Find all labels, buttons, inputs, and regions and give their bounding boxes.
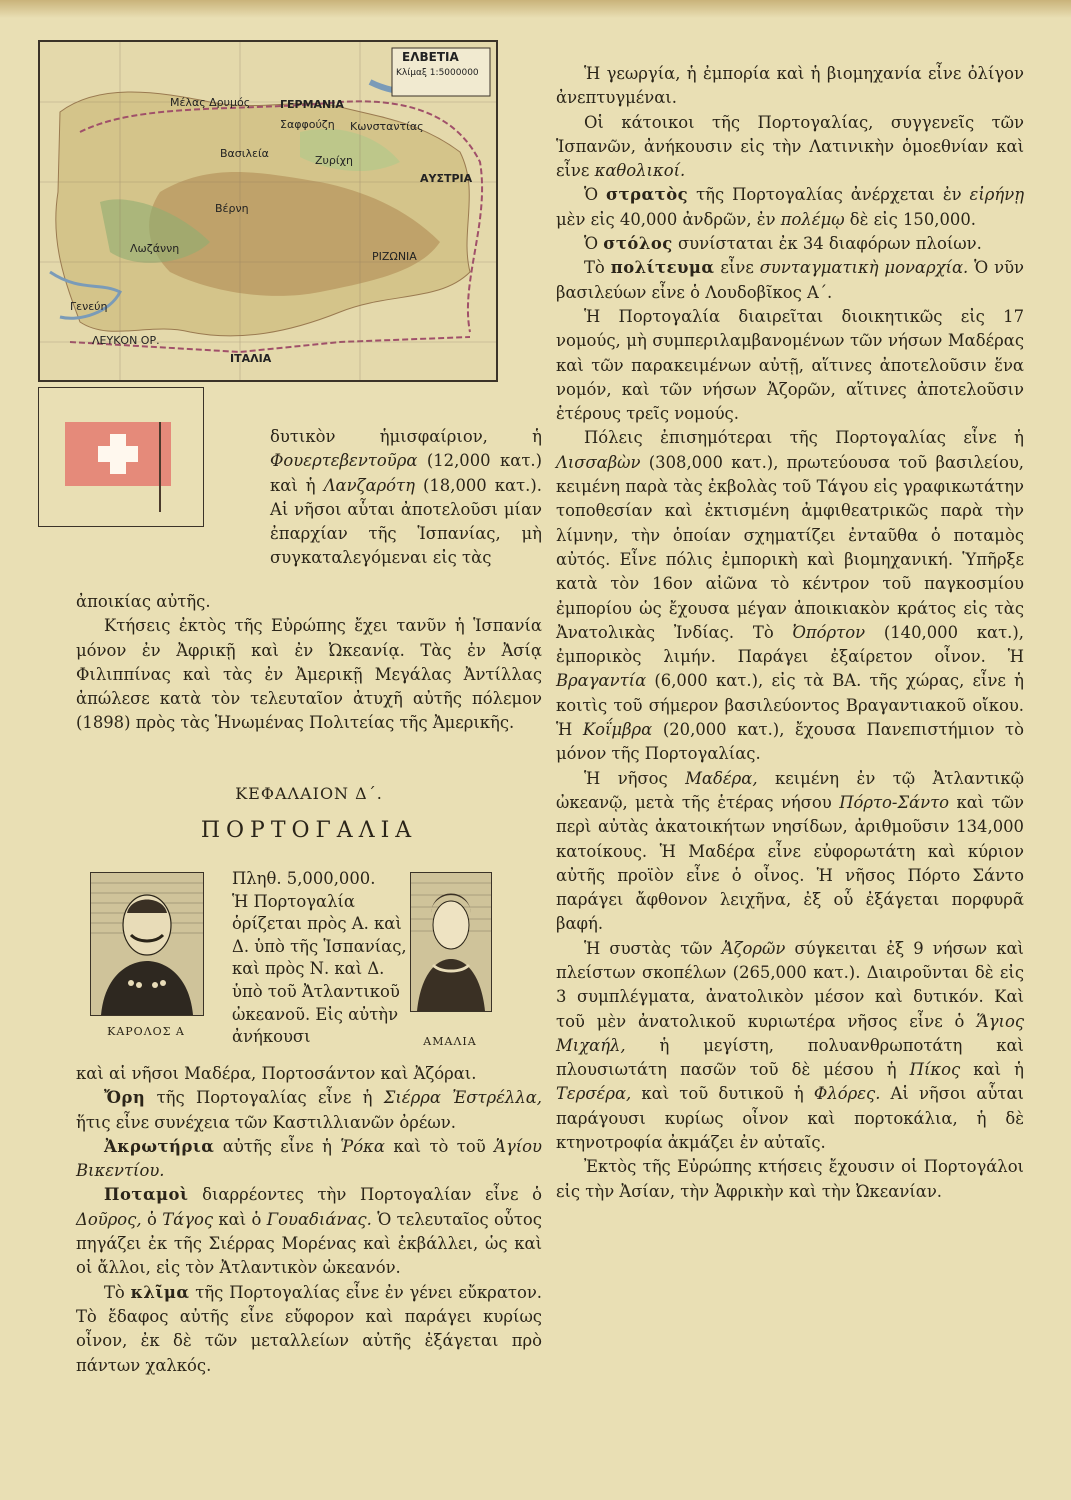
borders-text: Ἡ Πορτογαλία ὁρίζεται πρὸς Α. καὶ Δ. ὑπὸ τῆς Ἱσπανίας, καὶ πρὸς Ν. καὶ Δ. ὑπὸ τοῦ Ἀτλαντικοῦ ὠκεανοῦ. Εἰς αὐτὴν ἀνήκουσι [232,891,407,1047]
swiss-flag [65,422,171,486]
text-run: Ὁ [584,234,604,254]
text-run: καὶ τῶν περὶ αὐτὰς ἀκατοικήτων νησίδων, ἀριθμοῦσιν 134,000 κατοίκους. Ἡ Μαδέρα εἶνε εὐφορωτάτη καὶ κύριον αὐτῆς προϊὸν εἶνε ὁ οἶνος. Ἡ νῆσος Πόρτο Σάντο παράγει ἄφθονον λειχῆνα, ἐξ οὗ ἐξάγεται πορφυρᾶ βαφή. [556,792,1024,934]
map-label-austria: ΑΥΣΤΡΙΑ [420,172,473,185]
portrait-karolos [90,872,204,1016]
text-run: ἀποικίας αὐτῆς. [76,592,211,611]
text-run: Φουερτεβεντοῦρα [270,451,418,471]
text-run: Σιέρρα Ἐστρέλλα, [383,1088,542,1108]
map-label-mont-blanc: ΛΕΥΚΟΝ ΟΡ. [92,334,160,347]
left-top-continued [76,590,542,736]
text-run: Ὀπόρτον [792,622,866,642]
map-illustration [40,42,496,380]
text-run: Ἡ γεωργία, ἡ ἐμπορία καὶ ἡ βιομηχανία εἶνε ὀλίγον ἀνεπτυγμέναι. [556,64,1024,108]
text-run: ὁ [141,1209,163,1229]
paragraph-islands [76,1062,542,1086]
map-label-black-forest: Μέλας Δρυμός [170,96,251,109]
left-top-wrap [270,425,542,571]
population-text: Πληθ. 5,000,000. [232,869,376,888]
map-label-zurich: Ζυρίχη [315,154,353,167]
text-run: (6,000 κατ.), εἰς τὰ ΒΑ. τῆς χώρας, εἶνε ἡ κοιτὶς τοῦ σήμερον βασιλεύοντος Βραγαντιακοῦ οἴκου. Ἡ [556,671,1024,740]
map-title: ΕΛΒΕΤΙΑ [402,50,459,64]
text-run: καθολικοί. [594,161,686,181]
text-run: μὲν εἰς 40,000 ἀνδρῶν, ἐν [556,209,781,229]
paragraph-fleet [556,232,1024,256]
page-top-edge [0,0,1071,18]
text-run: αὐτῆς εἶνε ἡ [214,1136,341,1156]
paragraph-mountains [76,1086,542,1135]
population-block [232,868,410,1049]
text-run: Μαδέρα, [685,768,758,788]
chapter-title: ΠΟΡΤΟΓΑΛΙΑ [200,818,418,843]
text-run: Αἱ νῆσοι αὗται παράγουσι κυρίως οἶνον καὶ πορτοκάλια, ἡ δὲ κτηνοτροφία ἀκμάζει ἐν αὐταῖς. [556,1084,1024,1153]
text-run: στρατὸς [606,185,689,205]
paragraph-overseas [556,1155,1024,1204]
paragraph-inhabitants [556,111,1024,184]
text-run: Ἡ νῆσος [584,768,686,788]
flag-pole [159,422,161,512]
paragraph-divisions [556,305,1024,426]
text-run: καὶ τοῦ δυτικοῦ ἡ [631,1084,814,1104]
text-run: συνίσταται ἐκ 34 διαφόρων πλοίων. [672,234,982,254]
text-run: καὶ ἡ [960,1060,1024,1080]
caption-amalia: ΑΜΑΛΙΑ [423,1035,477,1048]
map-label-rizonia: ΡΙΖΩΝΙΑ [372,250,417,263]
text-run: Τὸ [584,258,611,278]
text-run: ἥτις εἶνε συνέχεια τῶν Καστιλλιανῶν ὀρέων. [76,1112,456,1132]
text-run: Ῥόκα [340,1136,385,1156]
paragraph-spain-possessions [76,614,542,735]
text-run: Κοΐμβρα [582,720,653,740]
map-label-konstanz: Κωνσταντίας [350,120,424,133]
text-run: σύγκειται ἐξ 9 νήσων καὶ πλείστων σκοπέλων (265,000 κατ.). Διαιροῦνται δὲ εἰς 3 συμπλέγματα, ἀνατολικὸν μέσον καὶ δυτικόν. Καὶ τοῦ μὲν ἀνατολικοῦ κυριωτέρα νῆσος εἶνε ὁ [556,938,1024,1031]
text-run: (18,000 κατ.). Αἱ νῆσοι αὗται ἀποτελοῦσι μίαν ἐπαρχίαν τῆς Ἱσπανίας, μὴ συγκαταλεγόμεναι εἰς τὰς [270,475,542,568]
text-run: Ἀκρωτήρια [104,1136,215,1156]
map-label-basel: Βασιλεία [220,147,269,160]
portrait-amalia-illustration [411,873,491,1011]
text-run: πολέμῳ [780,209,845,229]
text-run: εἶνε [714,258,760,278]
text-run: (308,000 κατ.), πρωτεύουσα τοῦ βασιλείου, κειμένη παρὰ τὰς ἐκβολὰς τοῦ Τάγου εἰς γραφικωτάτην τοποθεσίαν καὶ ἐκτισμένη ἀμφιθεατρικῶς παρὰ τὴν λίμνην, τὴν ὁποίαν σχηματίζει ἐνταῦθα ὁ ποταμὸς αὐτός. Εἶνε πόλις ἐμπορικὴ καὶ βιομηχανική. Ὑπῆρξε κατὰ τὸν 16ον αἰῶνα τὸ κέντρον τοῦ παγκοσμίου ἐμπορίου ὡς ἔχουσα μέγαν ἀποικιακὸν κράτος εἰς τὰς Ἀνατολικὰς Ἰνδίας. Τὸ [556,452,1024,642]
text-run: Βραγαντία [556,671,647,691]
text-run: Τερσέρα, [556,1084,632,1104]
paragraph-capes [76,1135,542,1184]
paragraph-madeira [556,767,1024,937]
text-run: ἡ μεγίστη, πολυανθρωποτάτη καὶ πλουσιωτάτη πασῶν τοῦ δὲ μέσου ἡ [556,1035,1024,1080]
text-run: Λανζαρότη [323,475,415,495]
text-run: Ἡ συστὰς τῶν [584,938,722,958]
map-switzerland [38,40,498,382]
paragraph-cities [556,426,1024,766]
map-scale: Κλίμαξ 1:5000000 [396,68,479,78]
text-run: τῆς Πορτογαλίας ἀνέρχεται ἐν [688,185,970,205]
right-column [556,62,1024,1204]
paragraph-canaries [270,425,542,571]
text-run: Ἅγιος Μιχαήλ, [556,1011,1024,1055]
paragraph-army [556,183,1024,232]
text-run: Οἱ κάτοικοι τῆς Πορτογαλίας, συγγενεῖς τῶν Ἱσπανῶν, ἀνήκουσιν εἰς τὴν Λατινικὴν ὁμοεθνίαν καὶ εἶνε [556,112,1024,181]
paragraph-azores [556,937,1024,1156]
portrait-karolos-illustration [91,873,203,1015]
text-run: Ποταμοὶ [104,1185,189,1205]
map-label-geneva: Γενεύη [70,300,108,313]
text-run: Τάγος [162,1209,214,1229]
text-run: (12,000 κατ.) καὶ ἡ [270,451,542,495]
map-label-bern: Βέρνη [215,202,249,215]
chapter-label: ΚΕΦΑΛΑΙΟΝ Δ΄. [235,784,383,803]
flag-cross-horizontal [98,446,138,462]
text-run: (20,000 κατ.), ἔχουσα Πανεπιστήμιον τὸ μόνον τῆς Πορτογαλίας. [556,720,1024,764]
text-run: Ἐκτὸς τῆς Εὐρώπης κτήσεις ἔχουσιν οἱ Πορτογάλοι εἰς τὴν Ἀσίαν, τὴν Ἀφρικὴν καὶ τὴν Ὠκεανίαν. [556,1157,1024,1201]
text-run: Ἁγίου Βικεντίου. [76,1136,543,1181]
text-run: καὶ ὁ [213,1209,267,1229]
text-run: (140,000 κατ.), ἐμπορικὸς λιμήν. Παράγει ἐξαίρετον οἶνον. Ἡ [556,622,1024,667]
text-run: Δοῦρος, [76,1209,142,1229]
portrait-amalia [410,872,492,1012]
map-label-germany: ΓΕΡΜΑΝΙΑ [280,98,344,111]
text-run: Ὄρη [104,1088,146,1108]
map-label-lausanne: Λωζάννη [130,242,180,255]
map-label-italy: ΙΤΑΛΙΑ [230,352,272,365]
text-run: Πίκος [909,1060,961,1080]
paragraph-economy [556,62,1024,111]
text-run: τῆς Πορτογαλίας εἶνε ἡ [145,1088,384,1108]
paragraph-rivers [76,1183,542,1280]
caption-karolos: ΚΑΡΟΛΟΣ Α [107,1025,185,1038]
text-run: πολίτευμα [610,258,715,278]
text-run: Ὁ [584,185,607,205]
paragraph-government [556,256,1024,305]
text-run: δυτικὸν ἡμισφαίριον, ἡ [270,427,542,446]
text-run: δὲ εἰς 150,000. [844,209,976,229]
flag-frame [38,387,204,527]
text-run: Ἡ Πορτογαλία διαιρεῖται διοικητικῶς εἰς 17 νομούς, μὴ συμπεριλαμβανομένων τῶν νήσων Μαδέρας καὶ τῶν παρακειμένων αὐτῇ, αἵτινες ἀποτελοῦσιν ἕνα νομόν, καὶ τῶν νήσων Ἀζορῶν, αἵτινες ἀποτελοῦσιν ἑτέρους τρεῖς νομούς. [556,306,1024,424]
text-run: καὶ τὸ τοῦ [384,1136,495,1156]
text-run: Πόλεις ἐπισημότεραι τῆς Πορτογαλίας εἶνε ἡ [584,428,1024,448]
text-run: καὶ αἱ νῆσοι Μαδέρα, Πορτοσάντον καὶ Ἀζόραι. [76,1064,477,1083]
text-run: Κτήσεις ἐκτὸς τῆς Εὐρώπης ἔχει τανῦν ἡ Ἱσπανία μόνον ἐν Ἀφρικῇ καὶ ἐν Ὠκεανίᾳ. Τὰς ἐν Ἀσίᾳ Φιλιππίνας καὶ τὰς ἐν Ἀμερικῇ Μεγάλας Ἀντίλλας ἀπώλεσε κατὰ τὸν τελευταῖον ἀτυχῆ αὐτῆς πόλεμον (1898) πρὸς τὰς Ἡνωμένας Πολιτείας τῆς Ἀμερικῆς. [76,616,542,733]
text-run: διαρρέοντες τὴν Πορτογαλίαν εἶνε ὁ [188,1185,542,1205]
left-bottom-text [76,1062,542,1378]
paragraph-climate [76,1281,542,1378]
text-run: Ὁ τελευταῖος οὗτος πηγάζει ἐκ τῆς Σιέρρας Μορένας καὶ ἐκβάλλει, ὡς καὶ οἱ ἄλλοι, εἰς τὸν Ἀτλαντικὸν ὠκεανόν. [76,1209,542,1278]
text-run: τῆς Πορτογαλίας εἶνε ἐν γένει εὔκρατον. Τὸ ἔδαφος αὐτῆς εἶνε εὔφορον καὶ παράγει κυρίως οἶνον, ἐκ δὲ τῶν μεταλλείων αὐτῆς ἐξάγεται πρὸ πάντων χαλκός. [76,1282,542,1375]
map-label-schaffhausen: Σαφφούζη [280,118,335,131]
text-run: στόλος [603,234,673,254]
text-run: κειμένη ἐν τῷ Ἀτλαντικῷ ὠκεανῷ, μετὰ τῆς ἑτέρας νήσου [556,768,1024,812]
text-run: Λισσαβὼν [556,452,641,472]
text-run: συνταγματικὴ μοναρχία. [759,258,969,278]
text-run: εἰρήνῃ [969,185,1025,205]
text-run: Γουαδιάνας. [266,1209,372,1229]
text-run: Πόρτο-Σάντο [839,792,950,812]
text-run: Φλόρες. [813,1084,881,1104]
text-run: Τὸ [104,1282,131,1302]
text-run: Ὁ νῦν βασιλεύων εἶνε ὁ Λουδοβῖκος Α΄. [556,258,1025,302]
paragraph-colonies-end [76,590,542,614]
text-run: κλῖμα [130,1282,190,1302]
text-run: Ἀζορῶν [721,938,786,958]
